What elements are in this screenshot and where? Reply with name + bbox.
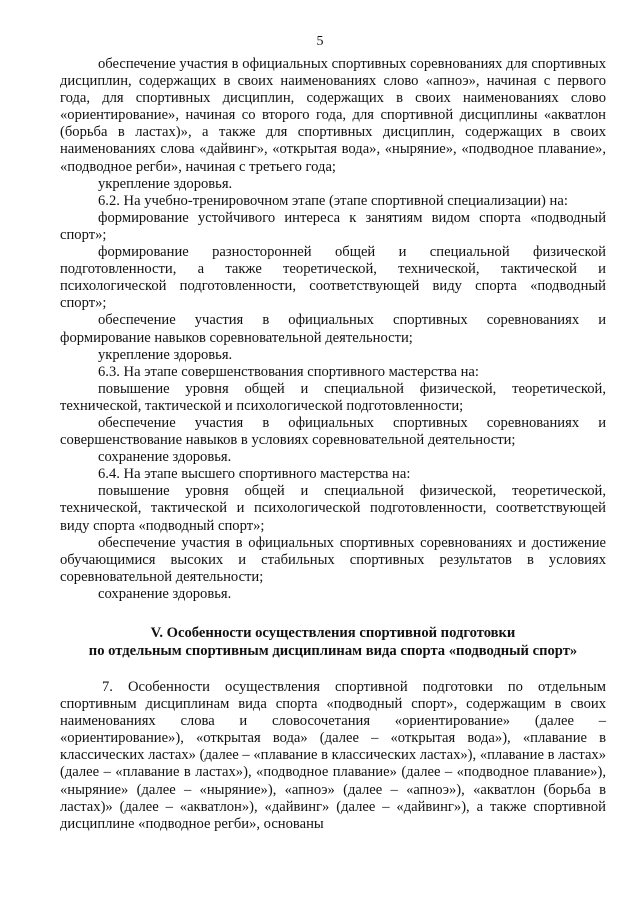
section-heading-line: по отдельным спортивным дисциплинам вида спорта «подводный спорт» xyxy=(88,643,578,659)
paragraph: обеспечение участия в официальных спортивных соревнованиях и формирование навыков соревновательной деятельности; xyxy=(60,312,606,346)
paragraph: 6.4. На этапе высшего спортивного мастерства на: xyxy=(98,466,411,483)
paragraph: укрепление здоровья. xyxy=(98,346,233,363)
paragraph: 6.3. На этапе совершенствования спортивного мастерства на: xyxy=(98,363,479,380)
section-heading-line: V. Особенности осуществления спортивной подготовки xyxy=(150,625,516,641)
paragraph-7: 7. Особенности осуществления спортивной подготовки по отдельным спортивным дисциплинам вида спорта «подводный спорт», содержащим в своих наименованиях слова и словосочетания «ориентирование» (далее – «ориентирование»), «открытая вода» (далее – «открытая вода»), «плавание в классических ластах» (далее – «плавание в классических ластах»), «плавание в ластах» (далее – «плавание в ластах»), «подводное плавание» (далее – «подводное плавание»), «ныряние» (далее – «ныряние»), «апноэ» (далее – «апноэ»), «акватлон (борьба в ластах)» (далее – «акватлон»), «дайвинг» (далее – «дайвинг»), а также спортивной дисциплине «подводное регби», основаны xyxy=(60,679,607,832)
paragraph: формирование разносторонней общей и специальной физической подготовленности, а также теоретической, технической, тактической и психологической подготовленности, соответствующей виду спорта «подводный спорт»; xyxy=(60,244,606,312)
paragraph: обеспечение участия в официальных спортивных соревнованиях и достижение обучающимися высоких и стабильных спортивных результатов в условиях соревновательной деятельности; xyxy=(60,534,606,585)
paragraph: формирование устойчивого интереса к занятиям видом спорта «подводный спорт»; xyxy=(60,209,606,243)
paragraph: укрепление здоровья. xyxy=(98,175,233,192)
document-body xyxy=(60,56,606,833)
paragraph: обеспечение участия в официальных спортивных соревнованиях и совершенствование навыков в условиях соревновательной деятельности; xyxy=(60,414,606,449)
paragraph: обеспечение участия в официальных спортивных соревнованиях для спортивных дисциплин, содержащих в своих наименованиях слово «апноэ», начиная с первого года, для спортивных дисциплин, содержащих в своих наименованиях слово «ориентирование», начиная со второго года, для спортивной дисциплины «акватлон (борьба в ластах)», а также для спортивных дисциплин, содержащих в своих наименованиях слова «дайвинг», «открытая вода», «ныряние», «подводное плавание», «подводное регби», начиная с третьего года; xyxy=(60,56,606,175)
paragraph: повышение уровня общей и специальной физической, теоретической, технической, тактической и психологической подготовленности; xyxy=(60,380,606,414)
section-heading xyxy=(60,624,606,660)
paragraph: повышение уровня общей и специальной физической, теоретической, технической, тактической и психологической подготовленности, соответствующей виду спорта «подводный спорт»; xyxy=(60,483,606,534)
paragraph: сохранение здоровья. xyxy=(98,585,232,602)
paragraph: сохранение здоровья. xyxy=(98,449,232,466)
paragraph: 6.2. На учебно-тренировочном этапе (этапе спортивной специализации) на: xyxy=(98,192,568,209)
page-number: 5 xyxy=(316,34,324,49)
